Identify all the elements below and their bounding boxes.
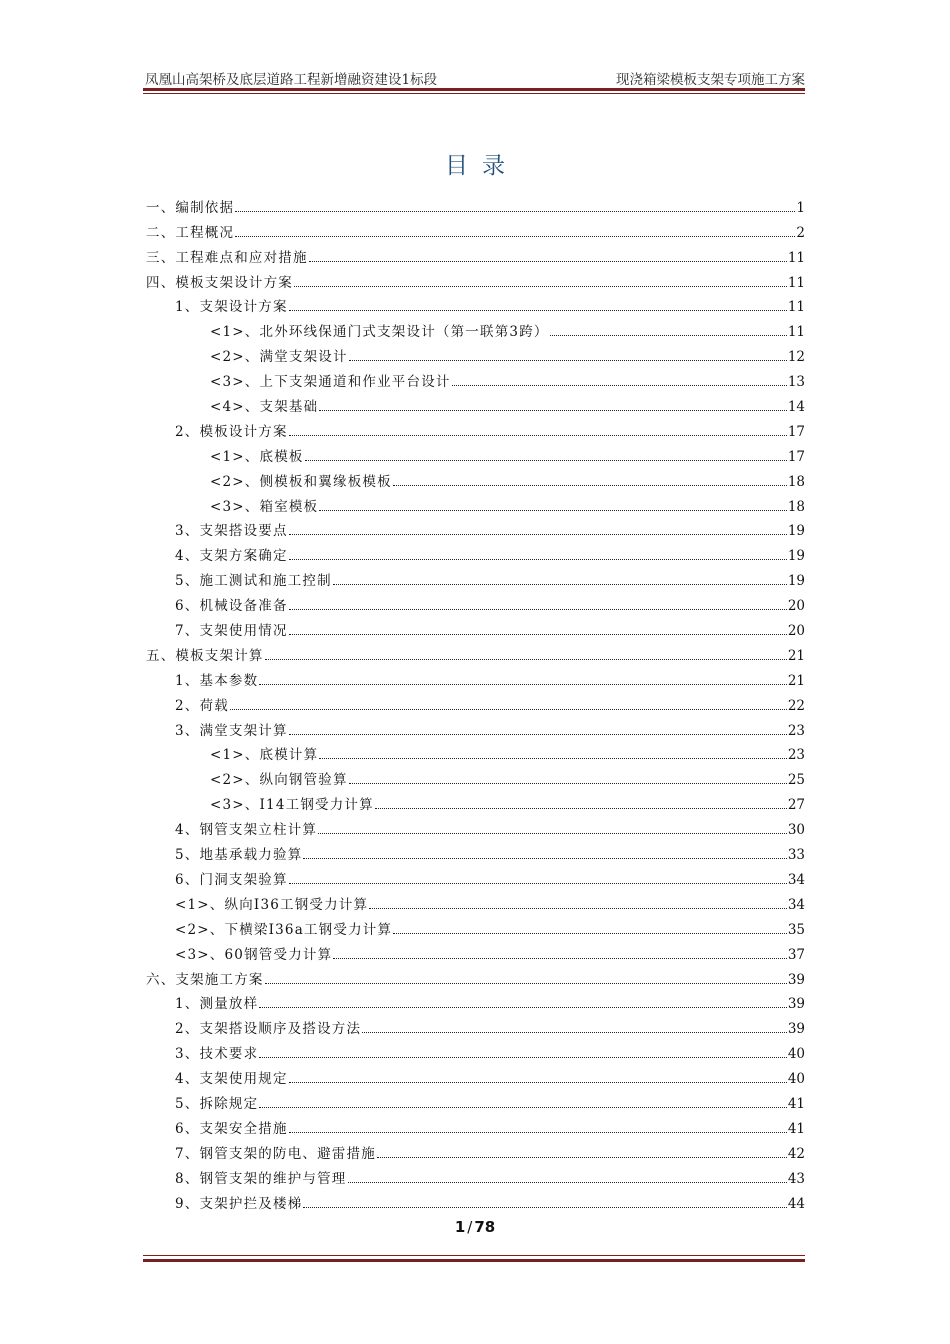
toc-entry-title: <4>、支架基础 — [210, 399, 319, 416]
page-number — [0, 1218, 950, 1236]
toc-entry-page: 13 — [787, 374, 805, 391]
toc-dot-leader — [259, 1057, 787, 1058]
toc-dot-leader — [333, 584, 787, 585]
current-page-number: 1 — [454, 1218, 466, 1236]
toc-entry-page: 34 — [787, 871, 805, 888]
toc-entry-page: 33 — [787, 847, 805, 864]
toc-entry-title: <2>、纵向钢管验算 — [210, 772, 348, 789]
toc-entry[interactable] — [143, 365, 805, 390]
toc-dot-leader — [318, 833, 787, 834]
toc-entry-title: 6、机械设备准备 — [175, 598, 288, 615]
toc-dot-leader — [349, 783, 787, 784]
toc-entry[interactable] — [143, 813, 805, 838]
toc-entry-title: <1>、纵向I36工钢受力计算 — [175, 896, 369, 913]
toc-entry-page: 39 — [787, 971, 805, 988]
toc-entry[interactable] — [143, 1137, 805, 1162]
footer-rule-thin — [143, 1255, 805, 1256]
toc-entry-page: 11 — [787, 299, 805, 316]
toc-entry[interactable] — [143, 465, 805, 490]
header-document-name: 现浇箱梁模板支架专项施工方案 — [616, 72, 805, 88]
toc-dot-leader — [235, 211, 795, 212]
toc-dot-leader — [289, 1082, 787, 1083]
toc-entry[interactable] — [143, 1112, 805, 1137]
toc-dot-leader — [362, 1032, 787, 1033]
toc-entry[interactable] — [143, 515, 805, 540]
toc-entry-page: 30 — [787, 822, 805, 839]
toc-entry-page: 40 — [787, 1071, 805, 1088]
toc-entry[interactable] — [143, 1087, 805, 1112]
toc-entry-title: 5、拆除规定 — [175, 1095, 259, 1112]
toc-entry-title: <3>、箱室模板 — [210, 498, 319, 515]
toc-entry-title: 2、荷载 — [175, 697, 229, 714]
toc-dot-leader — [289, 883, 787, 884]
toc-entry-page: 39 — [787, 1021, 805, 1038]
toc-entry-title: 3、技术要求 — [175, 1046, 259, 1063]
toc-entry-page: 11 — [787, 274, 805, 291]
toc-dot-leader — [375, 808, 787, 809]
toc-entry[interactable] — [143, 266, 805, 291]
toc-entry-page: 11 — [787, 249, 805, 266]
toc-entry[interactable] — [143, 340, 805, 365]
toc-dot-leader — [265, 659, 787, 660]
toc-dot-leader — [259, 684, 787, 685]
toc-entry[interactable] — [143, 1012, 805, 1037]
toc-dot-leader — [289, 559, 787, 560]
toc-entry-page: 35 — [787, 921, 805, 938]
toc-entry-page: 17 — [787, 448, 805, 465]
toc-entry[interactable] — [143, 241, 805, 266]
toc-entry-title: 五、模板支架计算 — [146, 647, 264, 664]
toc-entry[interactable] — [143, 1187, 805, 1212]
toc-entry-title: 二、工程概况 — [146, 224, 235, 241]
toc-entry[interactable] — [143, 763, 805, 788]
toc-entry-page: 41 — [787, 1120, 805, 1137]
toc-dot-leader — [319, 410, 787, 411]
toc-entry-title: <3>、60钢管受力计算 — [175, 946, 333, 963]
toc-entry[interactable] — [143, 415, 805, 440]
toc-dot-leader — [305, 460, 787, 461]
toc-dot-leader — [289, 310, 787, 311]
toc-entry[interactable] — [143, 614, 805, 639]
toc-entry-title: 2、支架搭设顺序及搭设方法 — [175, 1021, 362, 1038]
toc-dot-leader — [319, 758, 787, 759]
toc-entry[interactable] — [143, 913, 805, 938]
toc-entry-title: 三、工程难点和应对措施 — [146, 249, 308, 266]
header-rule-thin — [143, 93, 805, 94]
toc-dot-leader — [235, 236, 795, 237]
toc-entry[interactable] — [143, 1037, 805, 1062]
header-project-name: 凤凰山高架桥及底层道路工程新增融资建设1标段 — [145, 72, 438, 88]
toc-entry-page: 22 — [787, 697, 805, 714]
toc-entry-title: 7、支架使用情况 — [175, 623, 288, 640]
toc-entry-page: 39 — [787, 996, 805, 1013]
toc-entry-title: 3、支架搭设要点 — [175, 523, 288, 540]
toc-entry-title: 2、模板设计方案 — [175, 423, 288, 440]
toc-dot-leader — [377, 1157, 787, 1158]
toc-entry-title: 5、施工测试和施工控制 — [175, 573, 332, 590]
toc-entry-title: <2>、下横梁I36a工钢受力计算 — [175, 921, 393, 938]
toc-dot-leader — [348, 1182, 787, 1183]
toc-entry-page: 21 — [787, 672, 805, 689]
toc-entry-title: 一、编制依据 — [146, 199, 235, 216]
toc-entry-title: <3>、I14工钢受力计算 — [210, 797, 374, 814]
toc-dot-leader — [369, 908, 787, 909]
toc-dot-leader — [303, 1207, 786, 1208]
toc-entry-page: 23 — [787, 747, 805, 764]
toc-entry-page: 44 — [787, 1195, 805, 1212]
toc-dot-leader — [289, 609, 787, 610]
toc-entry-title: 四、模板支架设计方案 — [146, 274, 293, 291]
toc-entry-page: 43 — [787, 1170, 805, 1187]
toc-dot-leader — [259, 1107, 787, 1108]
toc-entry-title: 4、钢管支架立柱计算 — [175, 822, 318, 839]
toc-entry[interactable] — [143, 539, 805, 564]
toc-entry-page: 34 — [787, 896, 805, 913]
toc-entry-title: 4、支架使用规定 — [175, 1071, 288, 1088]
toc-entry[interactable] — [143, 739, 805, 764]
toc-entry[interactable] — [143, 589, 805, 614]
toc-entry[interactable] — [143, 888, 805, 913]
page-title: 目录 — [445, 153, 519, 179]
toc-entry[interactable] — [143, 664, 805, 689]
toc-entry-title: 六、支架施工方案 — [146, 971, 264, 988]
toc-entry[interactable] — [143, 838, 805, 863]
toc-entry-page: 14 — [787, 399, 805, 416]
toc-entry[interactable] — [143, 938, 805, 963]
toc-entry-page: 20 — [787, 623, 805, 640]
footer-rule-thick — [143, 1259, 805, 1262]
toc-dot-leader — [349, 360, 787, 361]
toc-entry[interactable] — [143, 639, 805, 664]
toc-entry-page: 17 — [787, 423, 805, 440]
toc-entry-title: 4、支架方案确定 — [175, 548, 288, 565]
toc-entry[interactable] — [143, 714, 805, 739]
toc-entry-page: 25 — [787, 772, 805, 789]
page-separator: / — [467, 1218, 473, 1236]
toc-dot-leader — [289, 734, 787, 735]
toc-entry-title: <1>、北外环线保通门式支架设计（第一联第3跨） — [210, 324, 549, 341]
toc-entry-page: 42 — [787, 1145, 805, 1162]
toc-entry-page: 18 — [787, 498, 805, 515]
toc-dot-leader — [289, 534, 787, 535]
total-page-count: 78 — [474, 1218, 496, 1236]
toc-entry-page: 11 — [787, 324, 805, 341]
toc-entry[interactable] — [143, 963, 805, 988]
header-rule-thick — [143, 88, 805, 91]
toc-dot-leader — [289, 435, 787, 436]
toc-entry[interactable] — [143, 689, 805, 714]
toc-entry[interactable] — [143, 1162, 805, 1187]
toc-entry[interactable] — [143, 564, 805, 589]
toc-dot-leader — [289, 634, 787, 635]
toc-dot-leader — [452, 385, 787, 386]
toc-entry[interactable] — [143, 490, 805, 515]
toc-entry-page: 27 — [787, 797, 805, 814]
toc-entry[interactable] — [143, 216, 805, 241]
toc-entry-title: <2>、侧模板和翼缘板模板 — [210, 473, 392, 490]
toc-entry-page: 1 — [796, 199, 805, 216]
toc-entry-page: 40 — [787, 1046, 805, 1063]
toc-dot-leader — [230, 709, 787, 710]
toc-entry-title: 8、钢管支架的维护与管理 — [175, 1170, 347, 1187]
toc-entry[interactable] — [143, 1062, 805, 1087]
toc-entry-page: 20 — [787, 598, 805, 615]
toc-entry[interactable] — [143, 390, 805, 415]
toc-entry-page: 2 — [796, 224, 805, 241]
toc-entry-page: 41 — [787, 1095, 805, 1112]
toc-entry-title: 3、满堂支架计算 — [175, 722, 288, 739]
toc-entry[interactable] — [143, 191, 805, 216]
toc-dot-leader — [289, 1132, 787, 1133]
toc-entry-title: 6、门洞支架验算 — [175, 871, 288, 888]
toc-entry[interactable] — [143, 788, 805, 813]
toc-entry-title: <1>、底模计算 — [210, 747, 319, 764]
toc-entry-title: 5、地基承载力验算 — [175, 847, 303, 864]
toc-entry-title: <3>、上下支架通道和作业平台设计 — [210, 374, 451, 391]
toc-entry-title: 7、钢管支架的防电、避雷措施 — [175, 1145, 376, 1162]
toc-entry-page: 18 — [787, 473, 805, 490]
toc-entry-page: 19 — [787, 573, 805, 590]
toc-dot-leader — [319, 510, 787, 511]
running-header — [143, 66, 805, 88]
toc-entry-page: 23 — [787, 722, 805, 739]
toc-entry[interactable] — [143, 863, 805, 888]
toc-entry-page: 21 — [787, 647, 805, 664]
toc-entry-title: 1、基本参数 — [175, 672, 259, 689]
toc-dot-leader — [303, 858, 786, 859]
toc-entry-title: 9、支架护拦及楼梯 — [175, 1195, 303, 1212]
table-of-contents — [143, 191, 805, 1212]
toc-dot-leader — [259, 1007, 787, 1008]
toc-entry[interactable] — [143, 440, 805, 465]
toc-entry-page: 19 — [787, 523, 805, 540]
toc-dot-leader — [294, 286, 787, 287]
toc-entry-title: 1、测量放样 — [175, 996, 259, 1013]
toc-dot-leader — [550, 335, 787, 336]
toc-entry-page: 37 — [787, 946, 805, 963]
toc-entry-title: 1、支架设计方案 — [175, 299, 288, 316]
toc-dot-leader — [333, 958, 787, 959]
toc-dot-leader — [265, 983, 787, 984]
toc-entry-title: <1>、底模板 — [210, 448, 304, 465]
toc-entry-page: 19 — [787, 548, 805, 565]
toc-entry-title: 6、支架安全措施 — [175, 1120, 288, 1137]
toc-dot-leader — [393, 933, 787, 934]
toc-dot-leader — [309, 261, 787, 262]
toc-entry-title: <2>、满堂支架设计 — [210, 349, 348, 366]
toc-entry-page: 12 — [787, 349, 805, 366]
toc-entry[interactable] — [143, 291, 805, 316]
toc-dot-leader — [393, 485, 787, 486]
toc-entry[interactable] — [143, 988, 805, 1013]
toc-entry[interactable] — [143, 315, 805, 340]
